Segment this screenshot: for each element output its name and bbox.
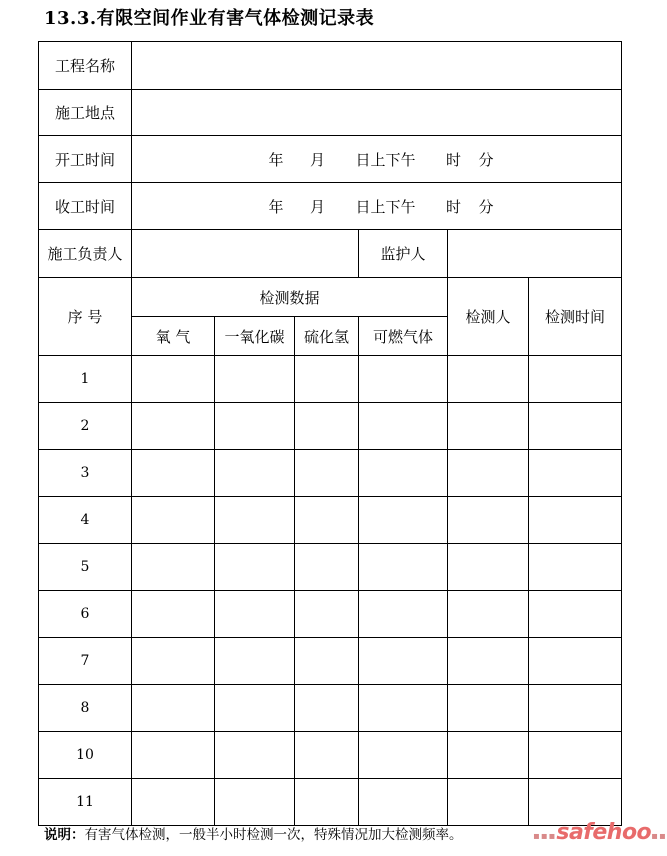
table-row [39, 779, 622, 826]
watermark-dots: ▪▪ [651, 831, 667, 842]
gas-detection-record-table [38, 41, 622, 826]
detection-time-cell[interactable] [529, 403, 622, 450]
document-title: 13.3.有限空间作业有害气体检测记录表 [44, 8, 375, 29]
co-cell[interactable] [215, 732, 295, 779]
h2s-header: 硫化氢 [295, 317, 359, 356]
oxygen-cell[interactable] [132, 497, 215, 544]
note-text: 有害气体检测，一般半小时检测一次，特殊情况加大检测频率。 [84, 827, 463, 843]
combustible-cell[interactable] [359, 685, 448, 732]
date-part-year: 年 [268, 150, 284, 169]
oxygen-header: 氧 气 [132, 317, 215, 356]
date-part-month: 月 [310, 197, 326, 216]
date-part-hour: 时 [446, 197, 462, 216]
inspector-cell[interactable] [448, 779, 529, 826]
guardian-field[interactable] [448, 230, 622, 278]
inspector-cell[interactable] [448, 685, 529, 732]
row-number: 8 [39, 685, 132, 732]
responsible-label: 施工负责人 [39, 230, 132, 278]
co-cell[interactable] [215, 450, 295, 497]
inspector-cell[interactable] [448, 544, 529, 591]
co-cell[interactable] [215, 497, 295, 544]
row-number: 6 [39, 591, 132, 638]
detection-time-cell[interactable] [529, 779, 622, 826]
oxygen-cell[interactable] [132, 544, 215, 591]
table-row [39, 638, 622, 685]
safehoo-watermark-logo [533, 822, 667, 844]
co-cell[interactable] [215, 779, 295, 826]
site-field[interactable] [132, 90, 622, 136]
row-number: 1 [39, 356, 132, 403]
detection-time-cell[interactable] [529, 356, 622, 403]
detection-time-cell[interactable] [529, 685, 622, 732]
date-part-minute: 分 [478, 150, 494, 169]
detection-time-cell[interactable] [529, 497, 622, 544]
detection-time-header: 检测时间 [529, 278, 622, 356]
co-cell[interactable] [215, 591, 295, 638]
co-cell[interactable] [215, 685, 295, 732]
row-number: 7 [39, 638, 132, 685]
date-part-day-ampm: 日上下午 [355, 150, 416, 169]
oxygen-cell[interactable] [132, 685, 215, 732]
h2s-cell[interactable] [295, 544, 359, 591]
detection-time-cell[interactable] [529, 591, 622, 638]
note-label: 说明： [44, 827, 85, 843]
h2s-cell[interactable] [295, 732, 359, 779]
row-number: 2 [39, 403, 132, 450]
h2s-cell[interactable] [295, 638, 359, 685]
h2s-cell[interactable] [295, 356, 359, 403]
watermark-text: safehoo [556, 820, 652, 845]
inspector-cell[interactable] [448, 403, 529, 450]
h2s-cell[interactable] [295, 591, 359, 638]
inspector-cell[interactable] [448, 497, 529, 544]
oxygen-cell[interactable] [132, 638, 215, 685]
oxygen-cell[interactable] [132, 591, 215, 638]
responsible-field[interactable] [132, 230, 359, 278]
project-name-label: 工程名称 [39, 42, 132, 90]
row-number: 11 [39, 779, 132, 826]
table-row [39, 591, 622, 638]
table-row [39, 450, 622, 497]
h2s-cell[interactable] [295, 685, 359, 732]
row-number: 10 [39, 732, 132, 779]
guardian-label: 监护人 [359, 230, 448, 278]
inspector-header: 检测人 [448, 278, 529, 356]
oxygen-cell[interactable] [132, 403, 215, 450]
combustible-cell[interactable] [359, 450, 448, 497]
end-time-label: 收工时间 [39, 183, 132, 230]
watermark-dots: ▪▪▪ [533, 831, 557, 842]
co-cell[interactable] [215, 544, 295, 591]
h2s-cell[interactable] [295, 403, 359, 450]
date-part-hour: 时 [446, 150, 462, 169]
date-part-minute: 分 [478, 197, 494, 216]
inspector-cell[interactable] [448, 450, 529, 497]
combustible-cell[interactable] [359, 544, 448, 591]
date-part-day-ampm: 日上下午 [355, 197, 416, 216]
table-row [39, 497, 622, 544]
co-cell[interactable] [215, 638, 295, 685]
inspector-cell[interactable] [448, 638, 529, 685]
oxygen-cell[interactable] [132, 450, 215, 497]
co-cell[interactable] [215, 356, 295, 403]
site-label: 施工地点 [39, 90, 132, 136]
h2s-cell[interactable] [295, 450, 359, 497]
combustible-header: 可燃气体 [359, 317, 448, 356]
start-time-label: 开工时间 [39, 136, 132, 183]
oxygen-cell[interactable] [132, 779, 215, 826]
oxygen-cell[interactable] [132, 732, 215, 779]
row-number: 3 [39, 450, 132, 497]
detection-time-cell[interactable] [529, 450, 622, 497]
oxygen-cell[interactable] [132, 356, 215, 403]
data-rows [39, 356, 622, 826]
detection-data-header: 检测数据 [132, 278, 448, 317]
table-row [39, 544, 622, 591]
detection-time-cell[interactable] [529, 544, 622, 591]
table-row [39, 356, 622, 403]
note [44, 823, 463, 843]
table-row [39, 685, 622, 732]
row-number: 4 [39, 497, 132, 544]
combustible-cell[interactable] [359, 732, 448, 779]
combustible-cell[interactable] [359, 591, 448, 638]
co-header: 一氧化碳 [215, 317, 295, 356]
combustible-cell[interactable] [359, 497, 448, 544]
inspector-cell[interactable] [448, 732, 529, 779]
inspector-cell[interactable] [448, 591, 529, 638]
combustible-cell[interactable] [359, 638, 448, 685]
seq-header: 序 号 [39, 278, 132, 356]
combustible-cell[interactable] [359, 356, 448, 403]
combustible-cell[interactable] [359, 779, 448, 826]
h2s-cell[interactable] [295, 779, 359, 826]
table-row [39, 732, 622, 779]
table-row [39, 403, 622, 450]
date-part-year: 年 [268, 197, 284, 216]
co-cell[interactable] [215, 403, 295, 450]
detection-time-cell[interactable] [529, 732, 622, 779]
inspector-cell[interactable] [448, 356, 529, 403]
combustible-cell[interactable] [359, 403, 448, 450]
project-name-field[interactable] [132, 42, 622, 90]
h2s-cell[interactable] [295, 497, 359, 544]
detection-time-cell[interactable] [529, 638, 622, 685]
end-time-field[interactable] [132, 183, 622, 230]
date-part-month: 月 [310, 150, 326, 169]
start-time-field[interactable] [132, 136, 622, 183]
row-number: 5 [39, 544, 132, 591]
